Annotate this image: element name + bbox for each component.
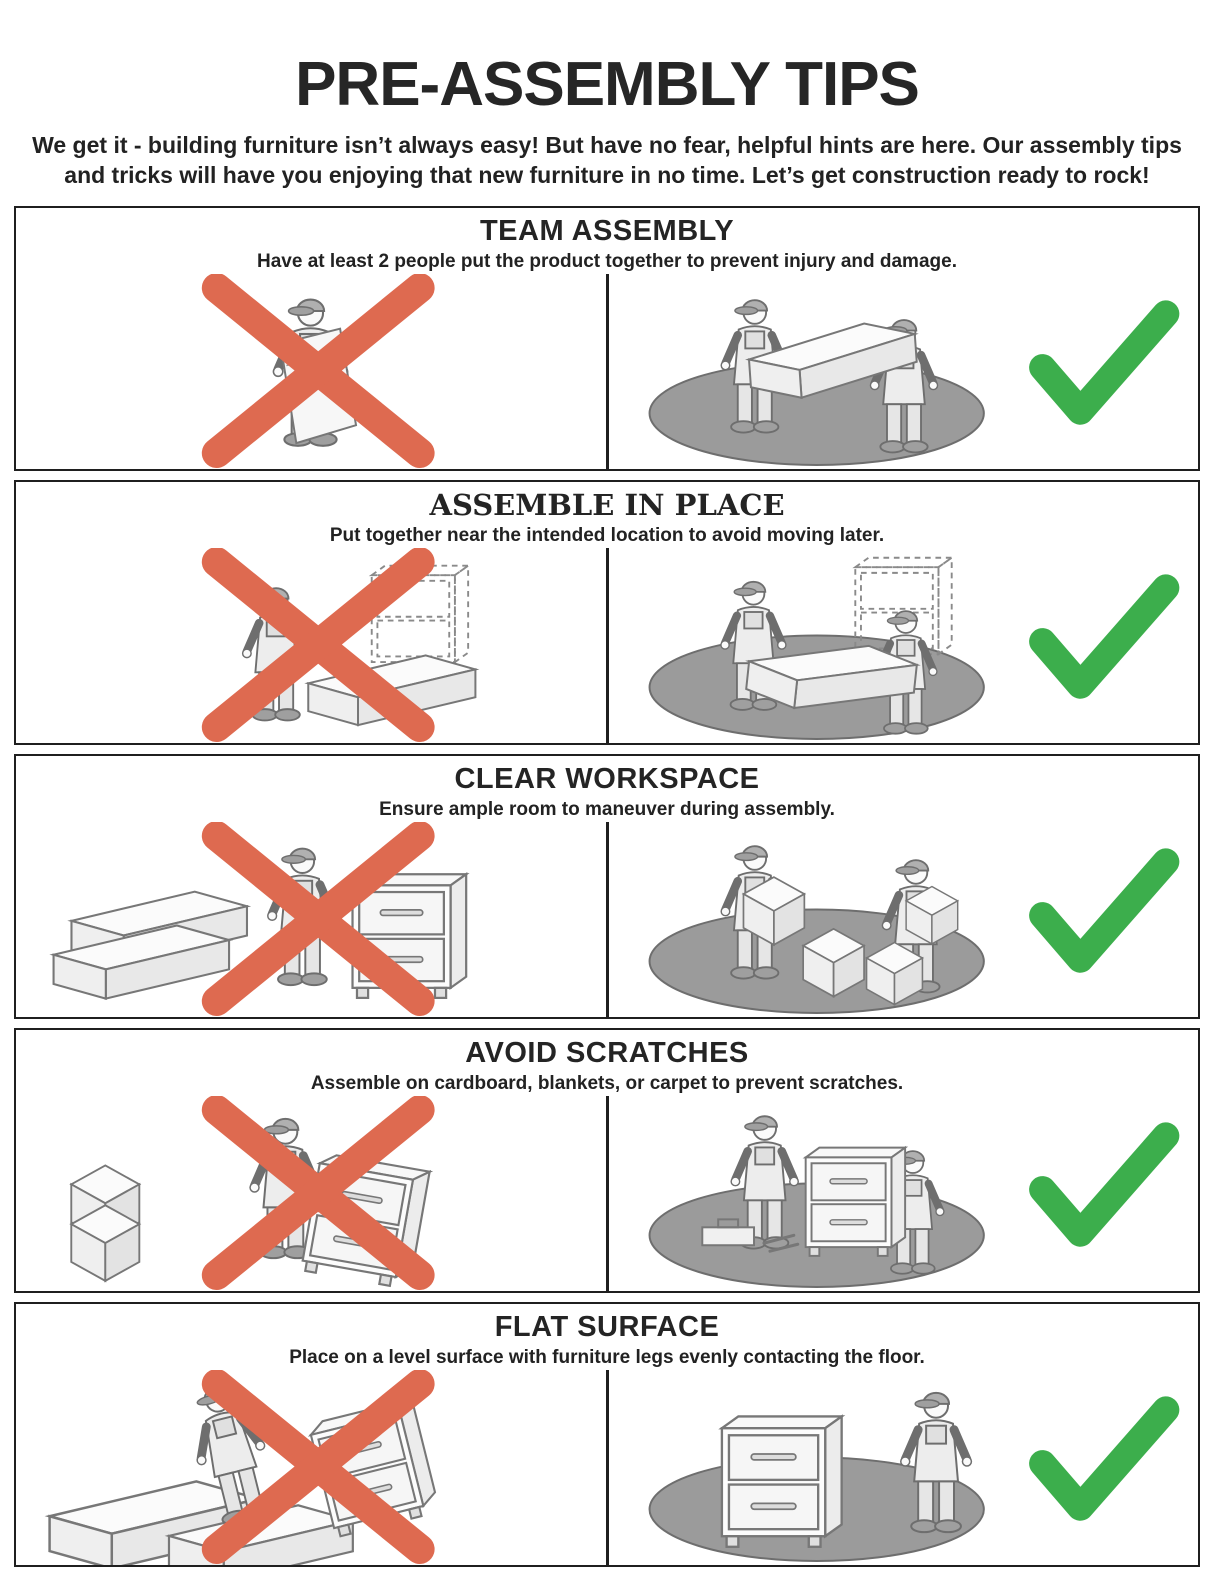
section-clear-workspace [14,754,1200,1019]
section-subtitle: Have at least 2 people put the product together to prevent injury and damage. [257,250,957,272]
flat-surface-wrong-illustration [16,1370,606,1565]
section-team-assembly [14,206,1200,471]
section-subtitle: Ensure ample room to maneuver during assembly. [379,798,835,820]
section-title: ASSEMBLE IN PLACE [429,487,785,522]
green-check-icon [1042,1136,1165,1234]
section-title: AVOID SCRATCHES [465,1036,749,1069]
correct-example-cell [609,1096,1199,1291]
avoid-scratches-correct-illustration [609,1096,1199,1291]
clear-workspace-correct-illustration [609,822,1199,1017]
section-avoid-scratches [14,1028,1200,1293]
section-assemble-in-place [14,480,1200,745]
correct-example-cell [609,548,1199,743]
section-subtitle: Place on a level surface with furniture legs evenly contacting the floor. [289,1346,925,1368]
page-header [0,0,1214,190]
section-body [16,274,1198,469]
assemble-in-place-correct-illustration [609,548,1199,743]
green-check-icon [1042,314,1165,411]
section-flat-surface [14,1302,1200,1567]
wrong-example-cell [16,1096,609,1291]
flat-surface-correct-illustration [609,1370,1199,1565]
section-body [16,1370,1198,1565]
wrong-example-cell [16,822,609,1017]
correct-example-cell [609,1370,1199,1565]
assembled-nightstand [805,1148,904,1256]
team-assembly-correct-illustration [609,274,1199,469]
correct-example-cell [609,822,1199,1017]
clear-workspace-wrong-illustration [16,822,606,1017]
green-check-icon [1042,862,1165,960]
section-title: TEAM ASSEMBLY [479,214,735,247]
section-subtitle: Put together near the intended location to avoid moving later. [329,524,885,546]
avoid-scratches-wrong-illustration [16,1096,606,1291]
section-body [16,1096,1198,1291]
page-title: PRE-ASSEMBLY TIPS [295,50,919,119]
green-check-icon [1042,1410,1165,1508]
section-body [16,822,1198,1017]
team-assembly-wrong-illustration [16,274,606,469]
correct-example-cell [609,274,1199,469]
section-subtitle: Assemble on cardboard, blankets, or carpet to prevent scratches. [310,1072,904,1094]
section-body [16,548,1198,743]
page-intro: We get it - building furniture isn’t always easy! But have no fear, helpful hints are here. Our assembly tips and tricks will have you enjoying that new furniture in no time. Let’s get construction ready to rock! [32,132,1182,188]
wrong-example-cell [16,1370,609,1565]
tips-list [0,206,1214,1567]
section-title: CLEAR WORKSPACE [454,762,760,795]
assemble-in-place-wrong-illustration [16,548,606,743]
level-nightstand [721,1416,841,1546]
green-check-icon [1042,588,1165,686]
wrong-example-cell [16,274,609,469]
wrong-example-cell [16,548,609,743]
section-title: FLAT SURFACE [494,1310,720,1343]
